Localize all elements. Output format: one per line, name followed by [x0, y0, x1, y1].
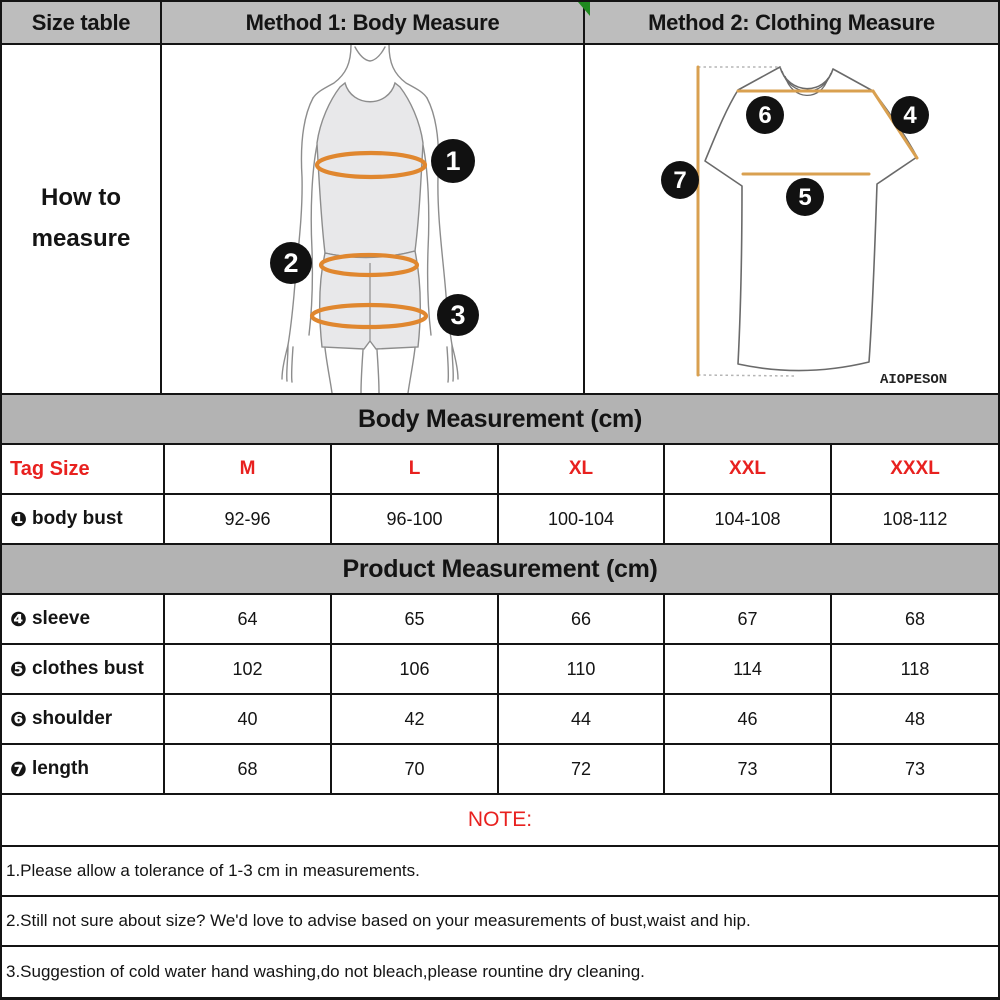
- shoulder-text: shoulder: [31, 708, 113, 729]
- note-item-1: 1.Please allow a tolerance of 1-3 cm in measurements.: [2, 847, 1000, 897]
- size-xl: XL: [499, 445, 665, 495]
- shoulder-label: [2, 695, 165, 745]
- how-to-measure-line1: How to: [41, 184, 121, 212]
- body-measurement-band-row: [0, 395, 1000, 445]
- note-title-row: [0, 795, 1000, 847]
- length-xxl: 73: [665, 745, 832, 795]
- sleeve-xxl: 67: [665, 595, 832, 645]
- illustration-row: [0, 45, 1000, 395]
- tag-size-label: Tag Size: [2, 445, 165, 495]
- brand-text: AIOPESON: [880, 372, 948, 388]
- body-figure-illustration: [162, 45, 583, 393]
- clothes-bust-xxxl: 118: [832, 645, 1000, 695]
- body-bust-xxl: 104-108: [665, 495, 832, 545]
- size-m: M: [165, 445, 332, 495]
- length-row: [0, 745, 1000, 795]
- product-measurement-title: Product Measurement (cm): [2, 545, 1000, 595]
- circled-1-icon: ❶: [10, 508, 27, 531]
- shoulder-row: [0, 695, 1000, 745]
- length-m: 68: [165, 745, 332, 795]
- shoulder-xxxl: 48: [832, 695, 1000, 745]
- circled-4-icon: ❹: [10, 608, 27, 631]
- clothes-bust-label: [2, 645, 165, 695]
- tshirt-shape: [705, 67, 917, 371]
- sleeve-m: 64: [165, 595, 332, 645]
- note-title: NOTE:: [2, 795, 1000, 847]
- clothes-bust-m: 102: [165, 645, 332, 695]
- size-xxxl: XXXL: [832, 445, 1000, 495]
- length-xl: 72: [499, 745, 665, 795]
- note-row-1: [0, 847, 1000, 897]
- clothing-measure-illustration-cell: [585, 45, 1000, 395]
- shoulder-l: 42: [332, 695, 499, 745]
- length-text: length: [31, 758, 89, 779]
- clothes-bust-xxl: 114: [665, 645, 832, 695]
- sleeve-text: sleeve: [31, 608, 91, 629]
- body-bust-m: 92-96: [165, 495, 332, 545]
- header-size-table: Size table: [2, 2, 162, 45]
- tshirt-illustration: [585, 45, 998, 393]
- clothes-bust-xl: 110: [499, 645, 665, 695]
- body-bust-text: body bust: [31, 508, 123, 529]
- size-l: L: [332, 445, 499, 495]
- sleeve-xl: 66: [499, 595, 665, 645]
- clothes-bust-l: 106: [332, 645, 499, 695]
- length-xxxl: 73: [832, 745, 1000, 795]
- badge-4-number: 4: [903, 102, 917, 129]
- tank-top-shape: [317, 83, 423, 258]
- circled-7-icon: ❼: [10, 758, 27, 781]
- shoulder-m: 40: [165, 695, 332, 745]
- body-measurement-title: Body Measurement (cm): [2, 395, 1000, 445]
- header-method2-clothing-measure: Method 2: Clothing Measure: [585, 2, 1000, 45]
- product-measurement-band-row: [0, 545, 1000, 595]
- clothes-bust-text: clothes bust: [31, 658, 144, 679]
- body-measure-illustration-cell: [162, 45, 585, 395]
- how-to-measure-line2: measure: [31, 225, 131, 252]
- body-bust-xl: 100-104: [499, 495, 665, 545]
- sleeve-row: [0, 595, 1000, 645]
- size-xxl: XXL: [665, 445, 832, 495]
- sleeve-l: 65: [332, 595, 499, 645]
- sleeve-xxxl: 68: [832, 595, 1000, 645]
- body-bust-xxxl: 108-112: [832, 495, 1000, 545]
- note-row-3: [0, 947, 1000, 1000]
- note-item-3: 3.Suggestion of cold water hand washing,do not bleach,please rountine dry cleaning.: [2, 947, 1000, 1000]
- sleeve-label: [2, 595, 165, 645]
- circled-6-icon: ❻: [10, 708, 27, 731]
- badge-5-number: 5: [798, 184, 812, 211]
- shoulder-xxl: 46: [665, 695, 832, 745]
- body-bust-row: [0, 495, 1000, 545]
- tag-size-row: [0, 445, 1000, 495]
- badge-7-number: 7: [673, 167, 687, 194]
- body-bust-l: 96-100: [332, 495, 499, 545]
- body-bust-label: [2, 495, 165, 545]
- top-header-row: [0, 2, 1000, 45]
- how-to-measure-label: [2, 45, 162, 395]
- clothes-bust-row: [0, 645, 1000, 695]
- note-row-2: [0, 897, 1000, 947]
- shoulder-xl: 44: [499, 695, 665, 745]
- note-item-2: 2.Still not sure about size? We'd love to advise based on your measurements of bust,waist and hip.: [2, 897, 1000, 947]
- circled-5-icon: ❺: [10, 658, 27, 681]
- header-method1-body-measure: Method 1: Body Measure: [162, 2, 585, 45]
- badge-6-number: 6: [758, 102, 772, 129]
- length-label: [2, 745, 165, 795]
- badge-3-number: 3: [450, 300, 466, 330]
- badge-2-number: 2: [283, 248, 299, 278]
- length-l: 70: [332, 745, 499, 795]
- badge-1-number: 1: [445, 146, 461, 176]
